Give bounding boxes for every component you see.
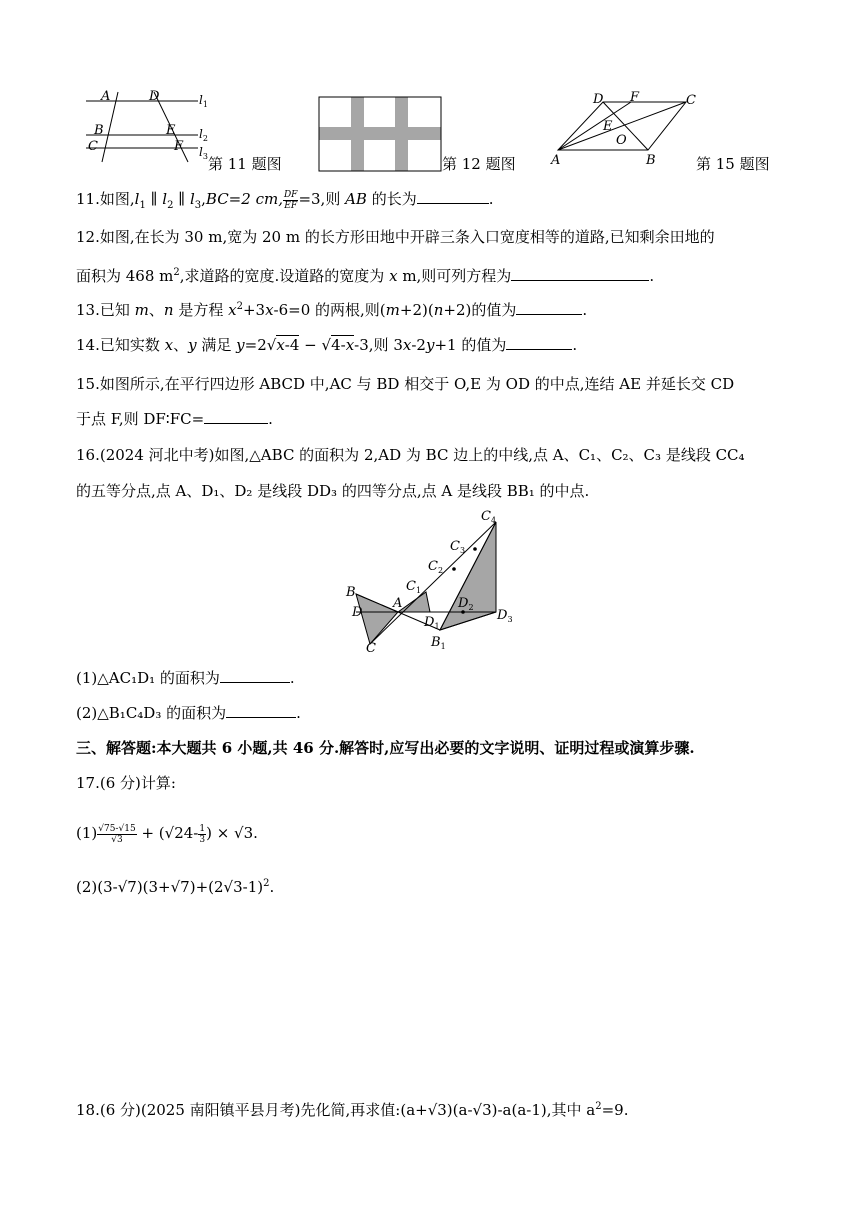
- label-B: B: [646, 153, 656, 168]
- label-D: D: [352, 605, 363, 620]
- question-17-part-2: $(2)(3-√7)(3+√7)+(2√3-1)^2$.: [76, 878, 275, 896]
- label-F: F: [174, 139, 184, 154]
- answer-blank-11[interactable]: [417, 189, 489, 204]
- label-F: F: [630, 90, 640, 105]
- answer-blank-15[interactable]: [204, 409, 268, 424]
- label-O: O: [616, 133, 627, 148]
- label-A: A: [393, 596, 403, 611]
- label-D3: $D_3$: [497, 608, 513, 624]
- label-D1: $D_1$: [424, 615, 440, 631]
- label-E: E: [166, 123, 176, 138]
- label-l3: $l_3$: [199, 145, 208, 161]
- label-C1: $C_1$: [406, 579, 422, 595]
- label-C: C: [686, 93, 696, 108]
- answer-blank-16-2[interactable]: [226, 703, 296, 718]
- label-C3: $C_3$: [450, 539, 466, 555]
- question-11: 11.如图$,l_1$ ∥ $l_2$ ∥ $l_3,BC=2$ cm, $\frac{DF}{EF}$ =3,则 AB 的长为 .: [76, 189, 494, 211]
- question-17-part-1: (1) $\frac{√75-√15}{√3}$ + (√24- $\frac{1}{3}$ ) × √3.: [76, 823, 258, 845]
- question-12-line-1: 12.如图,在长为 30 m,宽为 20 m 的长方形田地中开辟三条入口宽度相等的道路,已知剩余田地的: [76, 228, 715, 246]
- figure-16: [340, 506, 520, 656]
- fraction-sqrt75-sqrt15-over-sqrt3: $\frac{√75-√15}{√3}$: [98, 823, 136, 845]
- answer-blank-12[interactable]: [511, 266, 649, 281]
- section-3-heading: 三、解答题:本大题共 6 小题,共 46 分.解答时,应写出必要的文字说明、证明过程或演算步骤.: [76, 739, 695, 757]
- fraction-1-over-3: $\frac{1}{3}$: [199, 823, 206, 845]
- label-l1: $l_1$: [199, 93, 208, 109]
- point-c3: [473, 547, 477, 551]
- question-13: 13.已知 m、n 是方程 $x^2+3x-6=0$ 的两根,则(m+2)(n+2)的值为 .: [76, 301, 588, 319]
- caption-fig12: 第 12 题图: [442, 155, 516, 173]
- label-l2: $l_2$: [199, 127, 208, 143]
- question-16-line-2: 的五等分点,点 A、D₁、D₂ 是线段 DD₃ 的四等分点,点 A 是线段 BB₁ 的中点.: [76, 482, 590, 500]
- label-B1: $B_1$: [431, 635, 446, 651]
- question-14: 14.已知实数 x、y 满足 y=2√x-4 − √4-x-3,则 3x-2y+1 的值为 .: [76, 336, 578, 354]
- fraction-df-ef: $\frac{DF}{EF}$: [283, 189, 298, 211]
- label-D: D: [593, 92, 604, 107]
- question-16-part-1: (1)△AC₁D₁ 的面积为 .: [76, 669, 295, 687]
- question-16-line-1: 16.(2024 河北中考)如图,△ABC 的面积为 2,AD 为 BC 边上的中线,点 A、C₁、C₂、C₃ 是线段 CC₄: [76, 446, 745, 464]
- answer-blank-14[interactable]: [506, 335, 572, 350]
- question-15-line-2: 于点 F,则 DF∶FC= .: [76, 410, 273, 428]
- label-D2: $D_2$: [458, 596, 474, 612]
- question-17-title: 17.(6 分)计算:: [76, 774, 176, 792]
- answer-blank-13[interactable]: [516, 300, 582, 315]
- question-16-part-2: (2)△B₁C₄D₃ 的面积为 .: [76, 704, 301, 722]
- label-C: C: [366, 641, 376, 656]
- sqrt-4-minus-x: √4-x: [321, 336, 355, 354]
- caption-fig15: 第 15 题图: [696, 155, 770, 173]
- label-A: A: [551, 153, 561, 168]
- label-C2: $C_2$: [428, 559, 444, 575]
- question-15-line-1: 15.如图所示,在平行四边形 ABCD 中,AC 与 BD 相交于 O,E 为 OD 的中点,连结 AE 并延长交 CD: [76, 375, 735, 393]
- question-12-line-2: 面积为 468 $m^2$,求道路的宽度.设道路的宽度为 x m,则可列方程为 .: [76, 267, 655, 285]
- question-18: 18.(6 分)(2025 南阳镇平县月考)先化简,再求值:(a+√3)(a-√3)-a(a-1),其中 $a^2=9$.: [76, 1101, 629, 1119]
- point-c2: [452, 567, 456, 571]
- sqrt-x-minus-4: √x-4: [266, 336, 300, 354]
- label-B: B: [94, 123, 104, 138]
- figure-12: [318, 96, 442, 172]
- label-D: D: [149, 89, 160, 104]
- caption-fig11: 第 11 题图: [208, 155, 282, 173]
- road-horizontal: [319, 127, 441, 140]
- label-A: A: [101, 89, 111, 104]
- label-C4: $C_4$: [481, 509, 497, 525]
- answer-blank-16-1[interactable]: [220, 668, 290, 683]
- label-E: E: [603, 119, 613, 134]
- label-B: B: [346, 585, 356, 600]
- figure-11: [84, 86, 214, 166]
- label-C: C: [88, 139, 98, 154]
- figure-15: [548, 88, 708, 170]
